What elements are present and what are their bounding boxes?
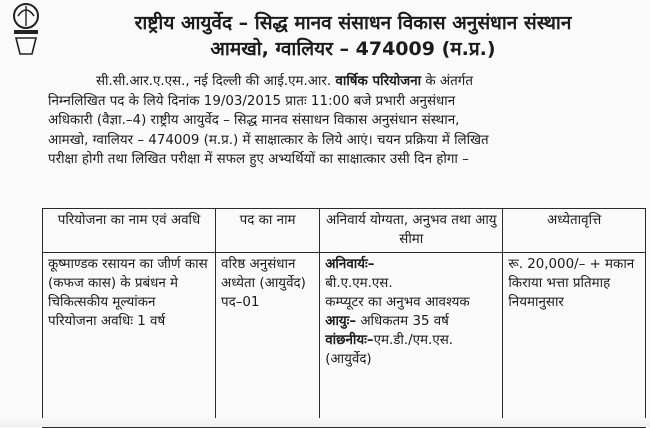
vacancy-table [42,208,646,428]
cell-project [43,253,216,428]
header-qualification: अनिवार्य योग्यता, अनुभव तथा आयु सीमा [320,209,503,253]
notice-line-4: आमखो, ग्वालियर – 474009 (म.प्र.) में साक्षात्कार के लिये आएं। चयन प्रक्रिया में लिखित [48,132,489,148]
page-edge [0,418,650,427]
notice-paragraph [48,72,634,170]
table-row [43,253,646,428]
cell-post [216,253,320,428]
institute-address: आमखो, ग्वालियर – 474009 (म.प्र.) [210,38,496,60]
notice-line-2: निम्नलिखित पद के लिये दिनांक 19/03/2015 प्रातः 11:00 बजे प्रभारी अनुसंधान [48,93,456,109]
desirable-qualification: वांछनीयः–एम.डी./एम.एस. (आयुर्वेद) [325,333,454,367]
project-name: कूष्माण्डक रसायन का जीर्ण कास (कफज कास) के प्रबंधन मे चिकित्सकीय मूल्यांकन [48,257,208,310]
cell-stipend [503,253,646,428]
post-name: वरिष्ठ अनुसंधान अध्येता (आयुर्वेद) [221,257,306,291]
essential-computer: कम्प्यूटर का अनुभव आवश्यक [325,295,470,310]
header-post: पद का नाम [216,209,320,253]
essential-label: अनिवार्यः– [325,257,375,272]
notice-line-1: सी.सी.आर.ए.एस., नई दिल्ली की आई.एम.आर. वार्षिक परियोजना के अंतर्गत [96,74,473,89]
notice-line-5: परीक्षा होगी तथा लिखित परीक्षा में सफल हुए अभ्यर्थियों का साक्षात्कार उसी दिन होगा – [48,152,469,167]
age-limit: आयुः– अधिकतम 35 वर्ष [325,314,449,329]
institute-title: राष्ट्रीय आयुर्वेद – सिद्ध मानव संसाधन विकास अनुसंधान संस्थान [134,12,572,34]
header-stipend: अध्येतावृत्ति [503,209,646,253]
post-count: पद–01 [221,295,260,310]
table-header-row [43,209,646,253]
institute-emblem-logo [8,2,44,60]
stipend-amount: रू. 20,000/– + मकान किराया भत्ता प्रतिमाह नियमानुसार [508,257,635,310]
essential-degree: बी.ए.एम.एस. [325,276,393,291]
cell-qualification [320,253,503,428]
project-duration: परियोजना अवधिः 1 वर्ष [48,314,166,329]
notice-line-3: अधिकारी (वैज्ञा.–4) राष्ट्रीय आयुर्वेद – सिद्ध मानव संसाधन विकास अनुसंधान संस्थान, [48,113,460,128]
header-project: परियोजना का नाम एवं अवधि [43,209,216,253]
